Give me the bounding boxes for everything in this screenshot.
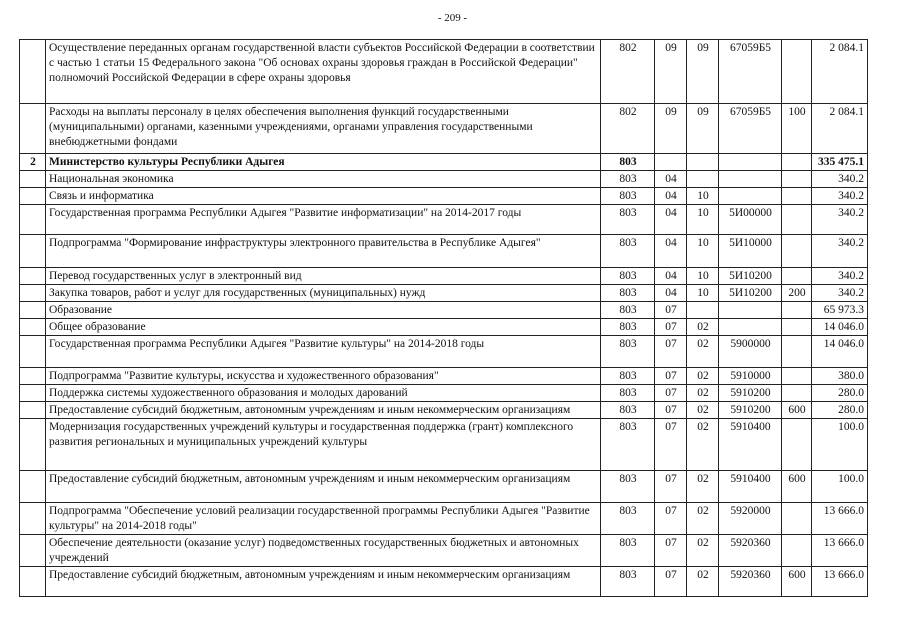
section-code: 07	[655, 368, 687, 385]
row-number	[20, 385, 46, 402]
row-number	[20, 302, 46, 319]
target-article-code: 5И00000	[719, 205, 782, 235]
table-row	[20, 104, 868, 154]
subsection-code: 02	[687, 535, 719, 567]
row-number	[20, 567, 46, 597]
amount: 340.2	[812, 205, 868, 235]
ministry-code: 803	[601, 471, 655, 503]
table-row	[20, 567, 868, 597]
section-code: 07	[655, 535, 687, 567]
section-code: 07	[655, 402, 687, 419]
section-code: 09	[655, 40, 687, 104]
item-name: Подпрограмма "Формирование инфраструктуры электронного правительства в Республике Адыгея"	[46, 235, 601, 268]
item-name: Образование	[46, 302, 601, 319]
ministry-code: 803	[601, 302, 655, 319]
ministry-code: 803	[601, 567, 655, 597]
subsection-code: 10	[687, 235, 719, 268]
item-name: Министерство культуры Республики Адыгея	[46, 154, 601, 171]
expense-type-code	[782, 419, 812, 471]
table-row	[20, 535, 868, 567]
ministry-code: 803	[601, 368, 655, 385]
item-name: Перевод государственных услуг в электронный вид	[46, 268, 601, 285]
amount: 340.2	[812, 188, 868, 205]
expense-type-code	[782, 319, 812, 336]
target-article-code: 67059Б5	[719, 40, 782, 104]
ministry-code: 803	[601, 402, 655, 419]
ministry-code: 803	[601, 205, 655, 235]
row-number	[20, 40, 46, 104]
amount: 2 084.1	[812, 104, 868, 154]
item-name: Предоставление субсидий бюджетным, автономным учреждениям и иным некоммерческим организациям	[46, 402, 601, 419]
expense-type-code: 200	[782, 285, 812, 302]
target-article-code: 5910000	[719, 368, 782, 385]
table-row	[20, 154, 868, 171]
section-code: 07	[655, 503, 687, 535]
target-article-code: 5910400	[719, 419, 782, 471]
row-number	[20, 503, 46, 535]
amount: 340.2	[812, 268, 868, 285]
row-number: 2	[20, 154, 46, 171]
subsection-code	[687, 154, 719, 171]
amount: 340.2	[812, 235, 868, 268]
expense-type-code	[782, 368, 812, 385]
item-name: Национальная экономика	[46, 171, 601, 188]
ministry-code: 803	[601, 385, 655, 402]
expense-type-code	[782, 154, 812, 171]
ministry-code: 803	[601, 419, 655, 471]
subsection-code: 10	[687, 285, 719, 302]
expense-type-code	[782, 336, 812, 368]
target-article-code: 5920000	[719, 503, 782, 535]
amount: 13 666.0	[812, 567, 868, 597]
item-name: Государственная программа Республики Адыгея "Развитие информатизации" на 2014-2017 годы	[46, 205, 601, 235]
item-name: Подпрограмма "Развитие культуры, искусства и художественного образования"	[46, 368, 601, 385]
table-row	[20, 471, 868, 503]
subsection-code	[687, 302, 719, 319]
row-number	[20, 535, 46, 567]
row-number	[20, 285, 46, 302]
subsection-code: 02	[687, 471, 719, 503]
section-code: 07	[655, 319, 687, 336]
expense-type-code	[782, 535, 812, 567]
target-article-code	[719, 171, 782, 188]
subsection-code: 02	[687, 419, 719, 471]
subsection-code: 10	[687, 268, 719, 285]
target-article-code: 5900000	[719, 336, 782, 368]
section-code: 04	[655, 188, 687, 205]
subsection-code: 09	[687, 40, 719, 104]
section-code: 07	[655, 336, 687, 368]
ministry-code: 803	[601, 336, 655, 368]
item-name: Предоставление субсидий бюджетным, автономным учреждениям и иным некоммерческим организациям	[46, 567, 601, 597]
target-article-code: 5И10200	[719, 268, 782, 285]
amount: 340.2	[812, 285, 868, 302]
target-article-code	[719, 188, 782, 205]
expense-type-code: 600	[782, 567, 812, 597]
ministry-code: 803	[601, 268, 655, 285]
expense-type-code: 100	[782, 104, 812, 154]
item-name: Подпрограмма "Обеспечение условий реализации государственной программы Республики Адыгея "Развитие культуры" на 2014-2018 годы"	[46, 503, 601, 535]
row-number	[20, 104, 46, 154]
target-article-code: 5920360	[719, 567, 782, 597]
expense-type-code	[782, 235, 812, 268]
section-code: 07	[655, 302, 687, 319]
section-code: 07	[655, 419, 687, 471]
target-article-code: 5910400	[719, 471, 782, 503]
expense-type-code	[782, 268, 812, 285]
table-row	[20, 205, 868, 235]
ministry-code: 803	[601, 503, 655, 535]
item-name: Общее образование	[46, 319, 601, 336]
expense-type-code	[782, 188, 812, 205]
target-article-code	[719, 302, 782, 319]
item-name: Обеспечение деятельности (оказание услуг) подведомственных государственных бюджетных и автономных учреждений	[46, 535, 601, 567]
item-name: Поддержка системы художественного образования и молодых дарований	[46, 385, 601, 402]
subsection-code: 02	[687, 385, 719, 402]
target-article-code: 67059Б5	[719, 104, 782, 154]
ministry-code: 803	[601, 188, 655, 205]
expense-type-code	[782, 503, 812, 535]
row-number	[20, 319, 46, 336]
expense-type-code	[782, 302, 812, 319]
target-article-code	[719, 319, 782, 336]
row-number	[20, 171, 46, 188]
row-number	[20, 268, 46, 285]
section-code: 04	[655, 285, 687, 302]
section-code: 04	[655, 235, 687, 268]
amount: 380.0	[812, 368, 868, 385]
ministry-code: 803	[601, 319, 655, 336]
amount: 335 475.1	[812, 154, 868, 171]
row-number	[20, 205, 46, 235]
row-number	[20, 188, 46, 205]
target-article-code: 5И10200	[719, 285, 782, 302]
target-article-code: 5910200	[719, 385, 782, 402]
amount: 13 666.0	[812, 535, 868, 567]
amount: 340.2	[812, 171, 868, 188]
subsection-code: 02	[687, 368, 719, 385]
table-row	[20, 235, 868, 268]
section-code: 09	[655, 104, 687, 154]
item-name: Расходы на выплаты персоналу в целях обеспечения выполнения функций государственными (муниципальными) органами, казенными учреждениями, органами управления государственными внебюджетными фондами	[46, 104, 601, 154]
amount: 14 046.0	[812, 319, 868, 336]
item-name: Предоставление субсидий бюджетным, автономным учреждениям и иным некоммерческим организациям	[46, 471, 601, 503]
target-article-code	[719, 154, 782, 171]
target-article-code: 5920360	[719, 535, 782, 567]
row-number	[20, 419, 46, 471]
row-number	[20, 336, 46, 368]
expense-type-code	[782, 385, 812, 402]
table-row	[20, 268, 868, 285]
amount: 280.0	[812, 402, 868, 419]
amount: 280.0	[812, 385, 868, 402]
item-name: Связь и информатика	[46, 188, 601, 205]
section-code: 07	[655, 567, 687, 597]
row-number	[20, 402, 46, 419]
table-row	[20, 285, 868, 302]
subsection-code	[687, 171, 719, 188]
section-code: 04	[655, 268, 687, 285]
item-name: Модернизация государственных учреждений культуры и государственная поддержка (грант) комплексного развития региональных и муниципальных учреждений культуры	[46, 419, 601, 471]
target-article-code: 5910200	[719, 402, 782, 419]
item-name: Осуществление переданных органам государственной власти субъектов Российской Федерации в соответствии с частью 1 статьи 15 Федерального закона "Об основах охраны здоровья граждан в Российской Федерации" полномочий Российской Федерации в сфере охраны здоровья	[46, 40, 601, 104]
expense-type-code	[782, 205, 812, 235]
ministry-code: 803	[601, 535, 655, 567]
ministry-code: 803	[601, 285, 655, 302]
ministry-code: 802	[601, 40, 655, 104]
subsection-code: 02	[687, 402, 719, 419]
table-row	[20, 336, 868, 368]
table-row	[20, 171, 868, 188]
table-row	[20, 402, 868, 419]
section-code: 07	[655, 385, 687, 402]
subsection-code: 02	[687, 319, 719, 336]
section-code	[655, 154, 687, 171]
subsection-code: 10	[687, 188, 719, 205]
table-row	[20, 40, 868, 104]
section-code: 04	[655, 171, 687, 188]
ministry-code: 803	[601, 171, 655, 188]
subsection-code: 02	[687, 503, 719, 535]
row-number	[20, 368, 46, 385]
table-row	[20, 188, 868, 205]
target-article-code: 5И10000	[719, 235, 782, 268]
subsection-code: 02	[687, 567, 719, 597]
amount: 2 084.1	[812, 40, 868, 104]
table-row	[20, 302, 868, 319]
table-row	[20, 385, 868, 402]
expense-type-code	[782, 40, 812, 104]
subsection-code: 02	[687, 336, 719, 368]
row-number	[20, 471, 46, 503]
row-number	[20, 235, 46, 268]
budget-table	[19, 39, 868, 597]
amount: 13 666.0	[812, 503, 868, 535]
ministry-code: 803	[601, 235, 655, 268]
expense-type-code	[782, 171, 812, 188]
section-code: 07	[655, 471, 687, 503]
expense-type-code: 600	[782, 471, 812, 503]
table-row	[20, 419, 868, 471]
item-name: Государственная программа Республики Адыгея "Развитие культуры" на 2014-2018 годы	[46, 336, 601, 368]
table-row	[20, 503, 868, 535]
amount: 65 973.3	[812, 302, 868, 319]
section-code: 04	[655, 205, 687, 235]
ministry-code: 803	[601, 154, 655, 171]
table-row	[20, 368, 868, 385]
ministry-code: 802	[601, 104, 655, 154]
page-number: - 209 -	[437, 12, 468, 24]
amount: 14 046.0	[812, 336, 868, 368]
subsection-code: 10	[687, 205, 719, 235]
item-name: Закупка товаров, работ и услуг для государственных (муниципальных) нужд	[46, 285, 601, 302]
table-row	[20, 319, 868, 336]
subsection-code: 09	[687, 104, 719, 154]
expense-type-code: 600	[782, 402, 812, 419]
amount: 100.0	[812, 471, 868, 503]
amount: 100.0	[812, 419, 868, 471]
